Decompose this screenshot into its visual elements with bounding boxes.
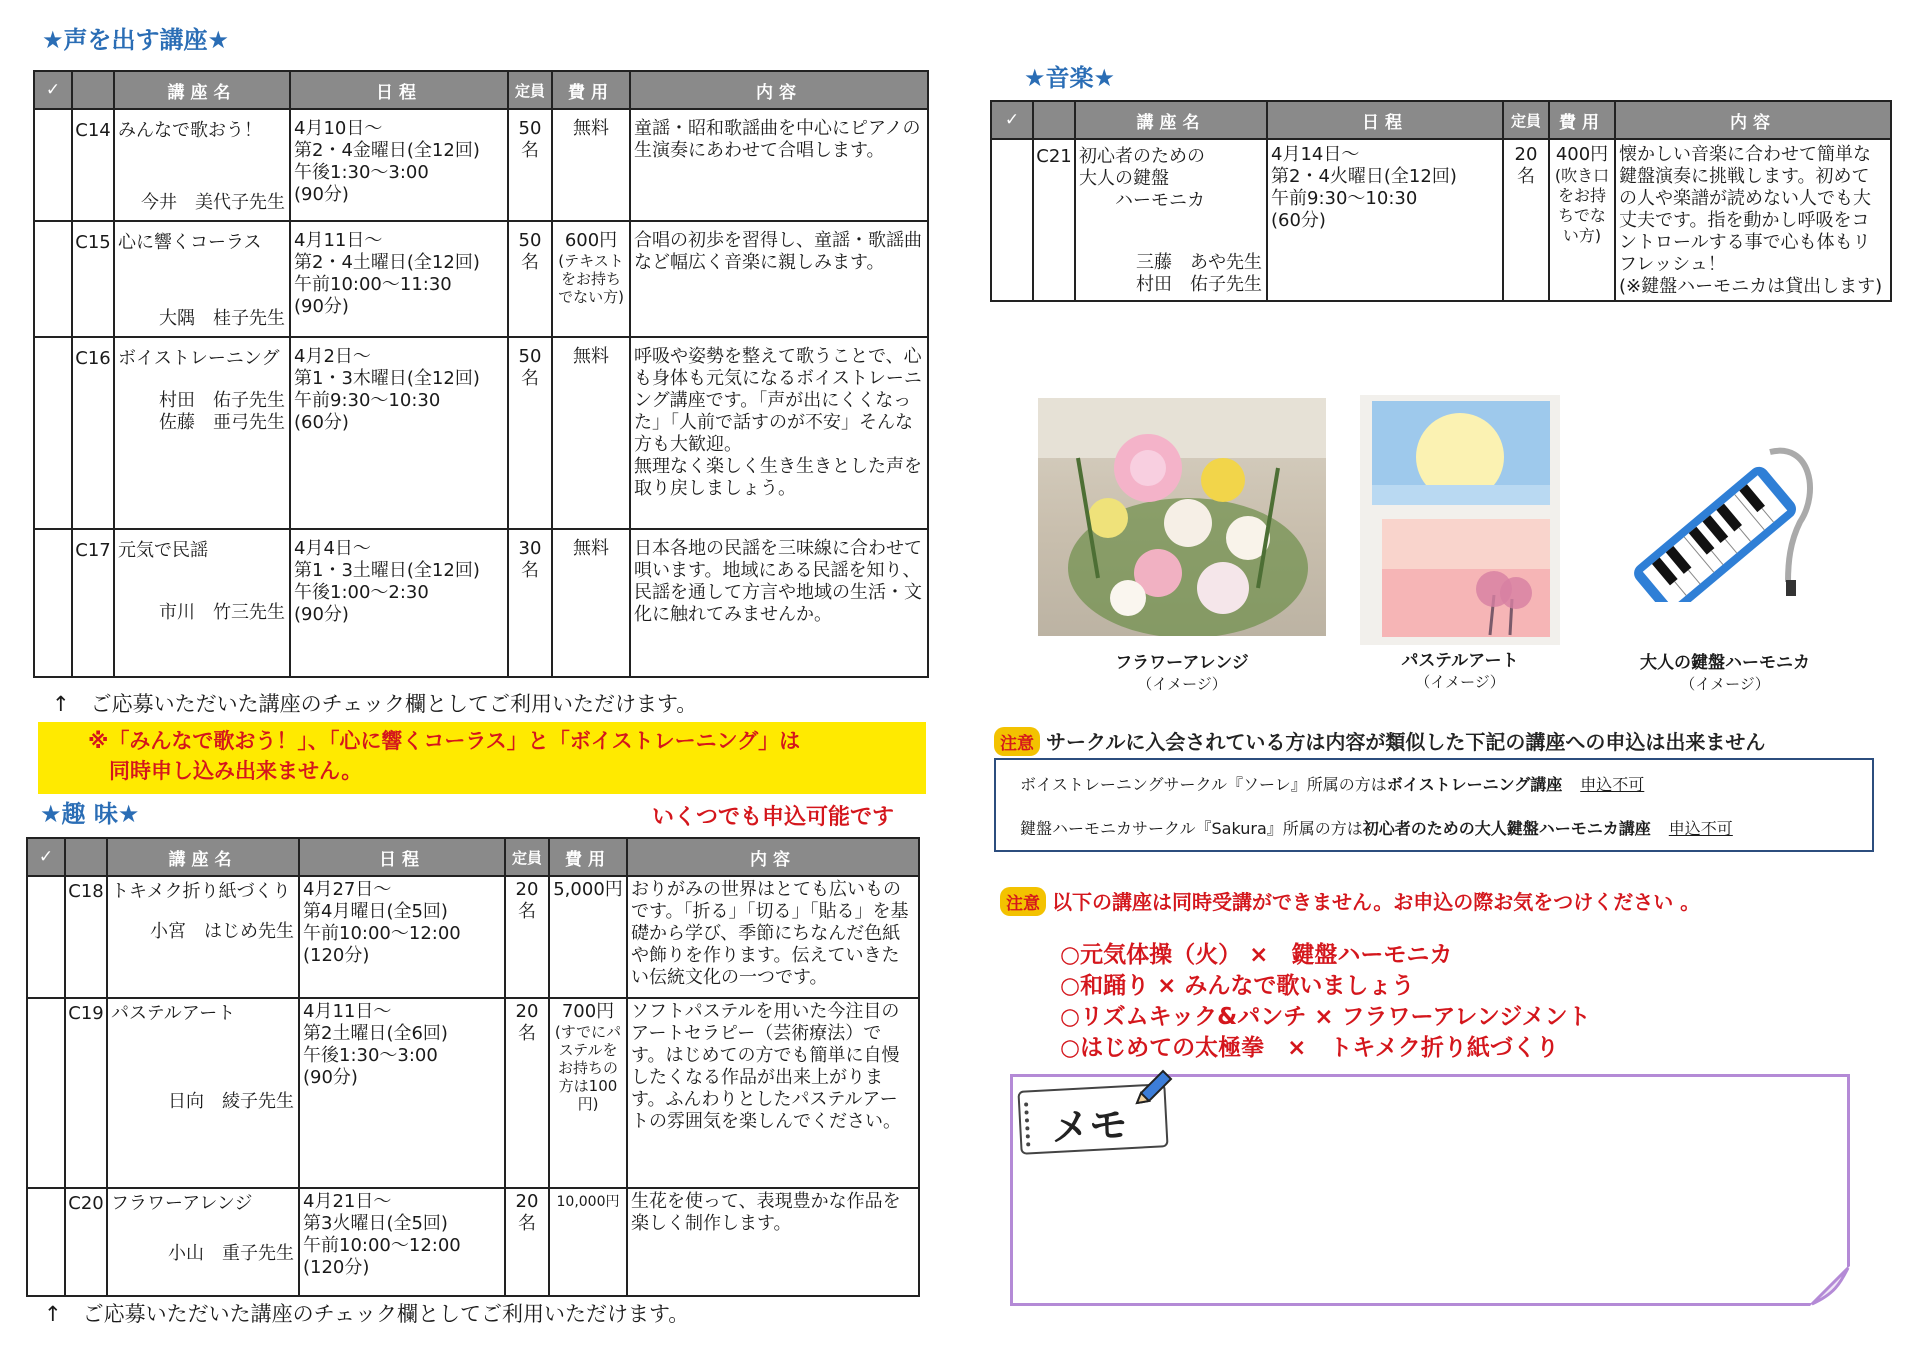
course-name: トキメク折り紙づくり — [111, 881, 291, 902]
pastel-art-image — [1360, 395, 1560, 645]
fee: 5,000円 — [553, 879, 623, 900]
table-row-c16 — [34, 337, 928, 529]
hobby-course-table — [26, 837, 920, 1297]
fee-cell — [549, 1188, 627, 1296]
course-name: フラワーアレンジ — [111, 1193, 253, 1214]
capacity: 20名 — [505, 876, 549, 998]
fee-cell — [552, 221, 630, 337]
teacher-name: 村田 佑子先生 佐藤 亜弓先生 — [159, 390, 285, 433]
image-label: パステルアート — [1401, 651, 1519, 671]
restriction-text: ボイストレーニングサークル『ソーレ』所属の方は — [1020, 775, 1387, 794]
check-column-header: ✓ — [27, 838, 65, 876]
teacher-name: 三藤 あや先生 村田 佑子先生 — [1136, 252, 1262, 295]
fee-cell — [552, 337, 630, 529]
content: ソフトパステルを用いた今注目のアートセラピー（芸術療法）です。はじめての方でも簡単に自慢したくなる作品が出来上がります。ふんわりとしたパステルアートの雰囲気を楽しんでください。 — [627, 998, 919, 1188]
capacity: 50名 — [508, 109, 552, 221]
content: 合唱の初歩を習得し、童謡・歌謡曲など幅広く音楽に親しみます。 — [630, 221, 928, 337]
fee-note: (吹き口をお持ちでない方) — [1554, 166, 1610, 245]
schedule-column-header: 日程 — [290, 71, 508, 109]
table-row-c18 — [27, 876, 919, 998]
schedule: 4月11日～ 第2・4土曜日(全12回) 午前10:00～11:30 (90分) — [290, 221, 508, 337]
schedule: 4月10日～ 第2・4金曜日(全12回) 午後1:30～3:00 (90分) — [290, 109, 508, 221]
caution-title: 以下の講座は同時受講ができません。お申込の際お気をつけください 。 — [1052, 890, 1701, 914]
table-row-c21 — [991, 139, 1891, 301]
caution-title: サークルに入会されている方は内容が類似した下記の講座への申込は出来ません — [1046, 730, 1766, 754]
page-curl-icon — [1810, 1266, 1850, 1306]
check-cell[interactable] — [27, 1188, 65, 1296]
fee-column-header: 費用 — [1549, 101, 1615, 139]
spiral-binding — [1024, 1102, 1036, 1146]
check-cell[interactable] — [34, 529, 72, 677]
schedule: 4月21日～ 第3火曜日(全5回) 午前10:00～12:00 (120分) — [299, 1188, 505, 1296]
fee: 無料 — [573, 118, 609, 139]
table-row-c17 — [34, 529, 928, 677]
cap-column-header: 定員 — [505, 838, 549, 876]
capacity: 20名 — [505, 998, 549, 1188]
course-no: C14 — [72, 109, 114, 221]
check-cell[interactable] — [991, 139, 1033, 301]
check-cell[interactable] — [27, 998, 65, 1188]
course-name: みんなで歌おう！ — [118, 120, 262, 141]
conflict-item: ○和踊り × みんなで歌いましょう — [1060, 973, 1415, 999]
image-label: 大人の鍵盤ハーモニカ — [1640, 653, 1810, 673]
check-cell[interactable] — [34, 109, 72, 221]
fee: 400円 — [1555, 144, 1609, 165]
course-name-cell — [1075, 139, 1267, 301]
flower-arrange-caption — [1038, 648, 1326, 694]
check-column-header: ✓ — [34, 71, 72, 109]
capacity: 50名 — [508, 221, 552, 337]
course-no: C21 — [1033, 139, 1075, 301]
content-column-header: 内容 — [627, 838, 919, 876]
course-name-cell — [114, 337, 290, 529]
caution-badge: 注意 — [1000, 887, 1046, 916]
check-column-note-hobby: ↑ ご応募いただいた講座のチェック欄としてご利用いただけます。 — [44, 1302, 690, 1326]
teacher-name: 小宮 はじめ先生 — [150, 921, 294, 942]
schedule: 4月14日～ 第2・4火曜日(全12回) 午前9:30～10:30 (60分) — [1267, 139, 1503, 301]
fee: 10,000円 — [556, 1194, 620, 1210]
content: 生花を使って、表現豊かな作品を楽しく制作します。 — [627, 1188, 919, 1296]
schedule: 4月4日～ 第1・3土曜日(全12回) 午後1:00～2:30 (90分) — [290, 529, 508, 677]
restriction-tag: 申込不可 — [1668, 819, 1733, 838]
caution-badge: 注意 — [994, 727, 1040, 756]
fee-cell — [552, 109, 630, 221]
table-header-row — [27, 838, 919, 876]
no-column-header — [1033, 101, 1075, 139]
section-title-voice: ★声を出す講座★ — [42, 26, 230, 54]
conflict-item: ○元気体操（火） × 鍵盤ハーモニカ — [1060, 942, 1453, 968]
table-header-row — [991, 101, 1891, 139]
teacher-name: 日向 綾子先生 — [168, 1091, 294, 1112]
content-column-header: 内容 — [1615, 101, 1891, 139]
circle-restriction-box — [994, 758, 1874, 852]
conflict-item: ○はじめての太極拳 × トキメク折り紙づくり — [1060, 1035, 1559, 1061]
pastel-art-caption — [1360, 646, 1560, 692]
table-row-c20 — [27, 1188, 919, 1296]
course-no: C15 — [72, 221, 114, 337]
table-row-c15 — [34, 221, 928, 337]
flower-arrange-image — [1038, 398, 1326, 636]
simultaneous-warning: ※「みんなで歌おう！」、「心に響くコーラス」と「ボイストレーニング」は 同時申し込み出来ません。 — [38, 722, 926, 794]
name-column-header: 講座名 — [107, 838, 299, 876]
image-sub: （イメージ） — [1680, 675, 1770, 693]
course-name-cell — [114, 221, 290, 337]
course-name: 初心者のための 大人の鍵盤 ハーモニカ — [1079, 146, 1205, 211]
keyboard-harmonica-image — [1620, 432, 1830, 602]
fee-column-header: 費用 — [552, 71, 630, 109]
teacher-name: 大隅 桂子先生 — [159, 308, 285, 329]
check-column-header: ✓ — [991, 101, 1033, 139]
memo-label: メモ — [1050, 1102, 1129, 1151]
fee-note: (すでにパステルをお持ちの方は100円) — [554, 1023, 622, 1113]
cap-column-header: 定員 — [1503, 101, 1549, 139]
course-no: C19 — [65, 998, 107, 1188]
course-no: C20 — [65, 1188, 107, 1296]
fee-column-header: 費用 — [549, 838, 627, 876]
conflict-item: ○リズムキック&パンチ × フラワーアレンジメント — [1060, 1004, 1591, 1030]
teacher-name: 市川 竹三先生 — [159, 602, 285, 623]
schedule: 4月11日～ 第2土曜日(全6回) 午後1:30～3:00 (90分) — [299, 998, 505, 1188]
capacity: 50名 — [508, 337, 552, 529]
fee: 無料 — [573, 538, 609, 559]
table-row-c19 — [27, 998, 919, 1188]
fee: 600円 — [564, 230, 618, 251]
content-column-header: 内容 — [630, 71, 928, 109]
content: 懐かしい音楽に合わせて簡単な鍵盤演奏に挑戦します。初めての人や楽譜が読めない人でも大丈夫です。指を動かし呼吸をコントロールする事で心も体もリフレッシュ！ (※鍵盤ハーモニカは貸出します) — [1615, 139, 1891, 301]
no-column-header — [72, 71, 114, 109]
restriction-course: ボイストレーニング講座 — [1386, 775, 1563, 794]
check-column-note: ↑ ご応募いただいた講座のチェック欄としてご利用いただけます。 — [52, 692, 698, 716]
no-column-header — [65, 838, 107, 876]
section-title-hobby: ★趣 味★ — [40, 800, 140, 828]
section-title-music: ★音楽★ — [1024, 64, 1116, 92]
image-sub: （イメージ） — [1137, 675, 1227, 693]
course-name: 心に響くコーラス — [118, 232, 262, 253]
restriction-course: 初心者のための大人鍵盤ハーモニカ講座 — [1362, 819, 1651, 838]
fee: 700円 — [561, 1001, 615, 1022]
fee-note: (テキストをお持ちでない方) — [558, 252, 624, 306]
course-no: C16 — [72, 337, 114, 529]
pencil-icon — [1131, 1065, 1175, 1109]
image-sub: （イメージ） — [1415, 673, 1505, 691]
name-column-header: 講座名 — [114, 71, 290, 109]
music-course-table — [990, 100, 1892, 302]
name-column-header: 講座名 — [1075, 101, 1267, 139]
schedule-column-header: 日程 — [1267, 101, 1503, 139]
restriction-text: 鍵盤ハーモニカサークル『Sakura』所属の方は — [1020, 819, 1363, 838]
conflict-list — [1060, 940, 1591, 1064]
table-row-c14 — [34, 109, 928, 221]
restriction-line-voice — [1020, 772, 1644, 795]
check-cell[interactable] — [27, 876, 65, 998]
course-name-cell — [114, 109, 290, 221]
table-header-row — [34, 71, 928, 109]
memo-area[interactable] — [1010, 1074, 1850, 1306]
teacher-name: 小山 重子先生 — [168, 1243, 294, 1264]
course-no: C18 — [65, 876, 107, 998]
fee-cell — [549, 998, 627, 1188]
course-name: ボイストレーニング — [118, 348, 280, 369]
course-name: 元気で民謡 — [118, 540, 208, 561]
caution-simultaneous-notice — [1000, 886, 1700, 916]
fee: 無料 — [573, 346, 609, 367]
cap-column-header: 定員 — [508, 71, 552, 109]
restriction-line-harmonica — [1020, 816, 1733, 839]
schedule: 4月2日～ 第1・3木曜日(全12回) 午前9:30～10:30 (60分) — [290, 337, 508, 529]
capacity: 20名 — [505, 1188, 549, 1296]
fee-cell — [1549, 139, 1615, 301]
teacher-name: 今井 美代子先生 — [141, 192, 285, 213]
capacity: 30名 — [508, 529, 552, 677]
check-cell[interactable] — [34, 221, 72, 337]
course-name: パステルアート — [111, 1003, 236, 1024]
harmonica-caption — [1620, 648, 1830, 694]
fee-cell — [549, 876, 627, 998]
check-cell[interactable] — [34, 337, 72, 529]
image-label: フラワーアレンジ — [1115, 653, 1249, 673]
voice-course-table — [33, 70, 929, 678]
content: おりがみの世界はとても広いものです。「折る」「切る」「貼る」を基礎から学び、季節にちなんだ色紙や飾りを作ります。伝えていきたい伝統文化の一つです。 — [627, 876, 919, 998]
content: 童謡・昭和歌謡曲を中心にピアノの生演奏にあわせて合唱します。 — [630, 109, 928, 221]
content: 呼吸や姿勢を整えて歌うことで、心も身体も元気になるボイストレーニング講座です。「声が出にくくなった」「人前で話すのが不安」そんな方も大歓迎。 無理なく楽しく生き生きとした声を取り戻しましょう。 — [630, 337, 928, 529]
course-name-cell — [107, 1188, 299, 1296]
course-name-cell — [114, 529, 290, 677]
course-name-cell — [107, 998, 299, 1188]
caution-circle-notice — [994, 726, 1765, 756]
content: 日本各地の民謡を三味線に合わせて唄います。地域にある民謡を知り、民謡を通して方言や地域の生活・文化に触れてみませんか。 — [630, 529, 928, 677]
schedule-column-header: 日程 — [299, 838, 505, 876]
course-name-cell — [107, 876, 299, 998]
capacity: 20名 — [1503, 139, 1549, 301]
hobby-note: いくつでも申込可能です — [652, 805, 895, 830]
schedule: 4月27日～ 第4月曜日(全5回) 午前10:00～12:00 (120分) — [299, 876, 505, 998]
fee-cell — [552, 529, 630, 677]
course-no: C17 — [72, 529, 114, 677]
restriction-tag: 申込不可 — [1580, 775, 1645, 794]
